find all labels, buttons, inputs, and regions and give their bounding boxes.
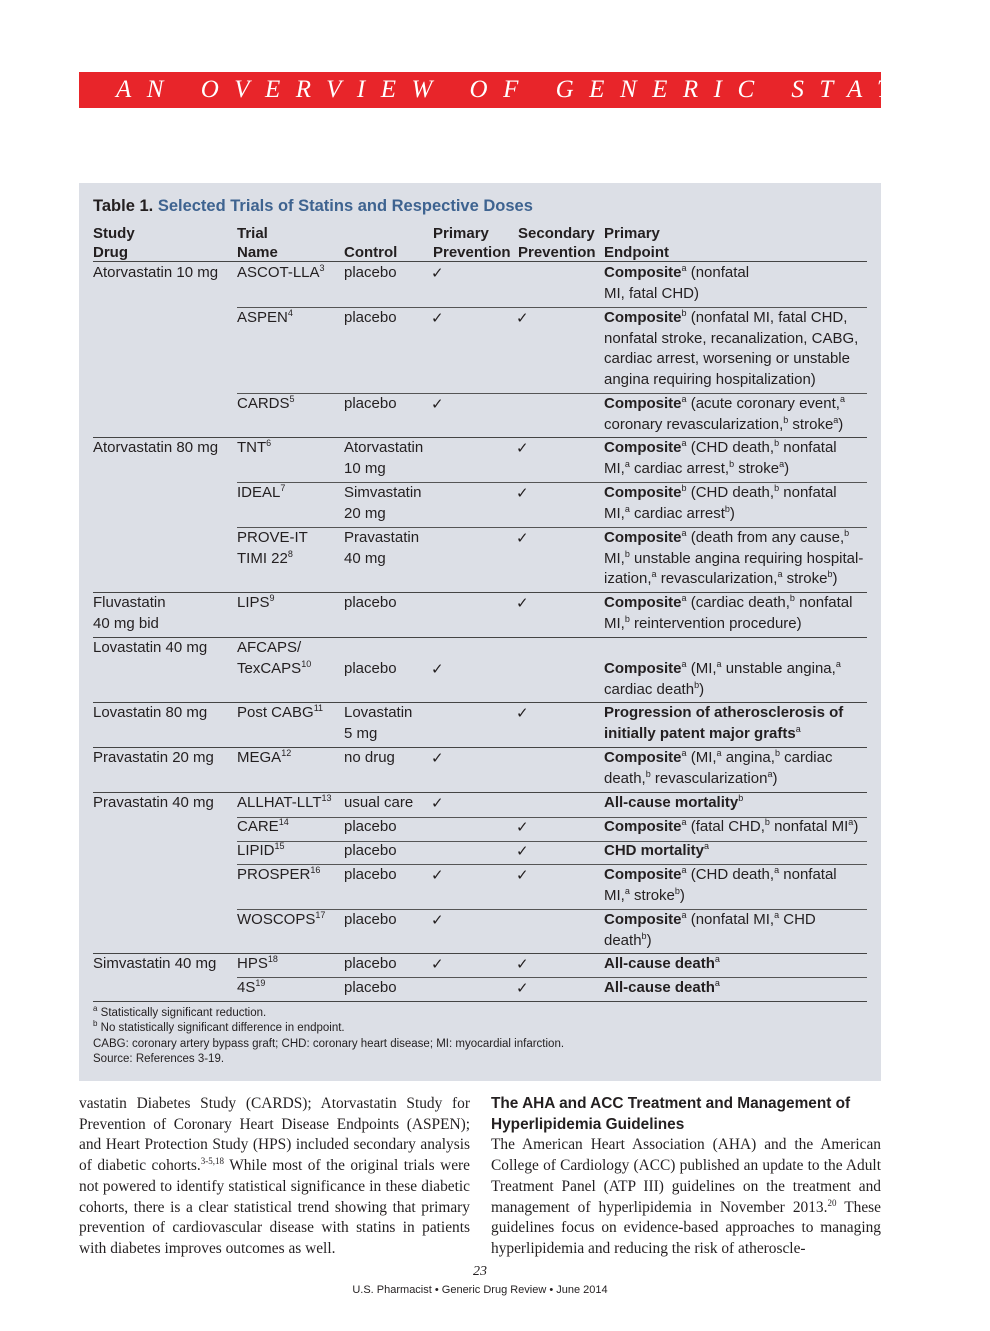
trial-tnt: TNT$^6$ — [237, 438, 272, 456]
footnote-a: $^a$ Statistically significant reduction. — [93, 1004, 267, 1019]
endpoint-woscops: Composite$^a$ (nonfatal MI,$^a$ CHD death$^b$) — [604, 910, 816, 949]
table-label: Table 1. — [93, 197, 154, 215]
check-mark: ✓ — [431, 660, 444, 678]
drug-atorvastatin-80: Atorvastatin 80 mg — [93, 439, 219, 456]
header-primary-prevention: Primary Prevention — [433, 225, 511, 261]
endpoint-allhat: All-cause mortality$^b$ — [604, 793, 744, 811]
check-mark: ✓ — [516, 955, 529, 973]
drug-fluvastatin: Fluvastatin 40 mg bid — [93, 594, 166, 632]
endpoint-hps: All-cause death$^a$ — [604, 954, 720, 972]
control-allhat: usual care — [344, 794, 414, 811]
drug-simvastatin-40: Simvastatin 40 mg — [93, 955, 217, 972]
header-rule — [93, 261, 867, 262]
footnote-abbreviations: CABG: coronary artery bypass graft; CHD: coronary heart disease; MI: myocardial infarction. — [93, 1038, 565, 1050]
endpoint-lipid: CHD mortality$^a$ — [604, 841, 710, 859]
trial-hps: HPS$^{18}$ — [237, 954, 278, 972]
check-mark: ✓ — [431, 866, 444, 884]
table-title — [93, 197, 533, 216]
control-lips: placebo — [344, 594, 397, 611]
check-mark: ✓ — [431, 264, 444, 282]
trial-ideal: IDEAL$^7$ — [237, 483, 286, 501]
check-mark: ✓ — [431, 395, 444, 413]
trial-afcaps: AFCAPS/ TexCAPS$^{10}$ — [237, 639, 312, 677]
header-secondary-prevention: Secondary Prevention — [518, 225, 596, 261]
control-prove-it: Pravastatin 40 mg — [344, 529, 420, 567]
header-trial-name: Trial Name — [237, 225, 278, 261]
endpoint-prosper: Composite$^a$ (CHD death,$^a$ nonfatal MI,$^a$ stroke$^b$) — [604, 865, 837, 904]
check-mark: ✓ — [516, 594, 529, 612]
trial-cards: CARDS$^5$ — [237, 394, 295, 412]
endpoint-prove-it: Composite$^a$ (death from any cause,$^b$ MI,$^b$ unstable angina requiring hospital- ization,$^a$ revascularization,$^a$ stroke$^b$) — [604, 528, 864, 587]
trial-woscops: WOSCOPS$^{17}$ — [237, 910, 326, 928]
check-mark: ✓ — [516, 309, 529, 327]
control-aspen: placebo — [344, 309, 397, 326]
trial-lipid: LIPID$^{15}$ — [237, 841, 285, 859]
check-mark: ✓ — [516, 842, 529, 860]
check-mark: ✓ — [431, 749, 444, 767]
endpoint-post-cabg: Progression of atherosclerosis of initially patent major grafts$^a$ — [604, 704, 844, 742]
control-ascot: placebo — [344, 264, 397, 281]
control-care: placebo — [344, 818, 397, 835]
table-caption: Selected Trials of Statins and Respective Doses — [157, 197, 533, 215]
control-afcaps: placebo — [344, 660, 397, 677]
publication-footer: U.S. Pharmacist • Generic Drug Review • June 2014 — [352, 1284, 608, 1296]
control-post-cabg: Lovastatin 5 mg — [344, 704, 413, 742]
section-banner: AN OVERVIEW OF GENERIC STATINS — [79, 72, 881, 108]
check-mark: ✓ — [516, 484, 529, 502]
endpoint-cards: Composite$^a$ (acute coronary event,$^a$ coronary revascularization,$^b$ stroke$^a$) — [604, 394, 845, 433]
trial-mega: MEGA$^{12}$ — [237, 748, 292, 766]
trial-prosper: PROSPER$^{16}$ — [237, 865, 321, 883]
check-mark: ✓ — [516, 818, 529, 836]
drug-pravastatin-40: Pravastatin 40 mg — [93, 794, 214, 811]
endpoint-ascot: Composite$^a$ (nonfatal MI, fatal CHD) — [604, 263, 750, 302]
control-tnt: Atorvastatin 10 mg — [344, 439, 424, 477]
section-heading: The AHA and ACC Treatment and Management of Hyperlipidemia Guidelines — [491, 1095, 851, 1133]
control-lipid: placebo — [344, 842, 397, 859]
check-mark: ✓ — [516, 439, 529, 457]
endpoint-aspen: Composite$^b$ (nonfatal MI, fatal CHD, nonfatal stroke, recanalization, CABG, cardiac arrest, worsening or unstable angina requiring hospitalization) — [604, 308, 859, 388]
control-4s: placebo — [344, 979, 397, 996]
group-rule — [93, 792, 867, 793]
endpoint-4s: All-cause death$^a$ — [604, 978, 720, 996]
table-bottom-rule — [93, 1001, 867, 1002]
trial-4s: $4S^{19}$ — [237, 978, 266, 996]
trial-allhat: ALLHAT-LLT$^{13}$ — [237, 793, 332, 811]
trial-prove-it: PROVE-IT TIMI $22^8$ — [237, 529, 308, 567]
check-mark: ✓ — [516, 866, 529, 884]
row-rule — [237, 977, 867, 978]
row-rule — [237, 841, 867, 842]
endpoint-care: Composite$^a$ (fatal CHD,$^b$ nonfatal $MI^a$) — [604, 817, 859, 835]
trial-ascot: ASCOT-LLA$^3$ — [237, 263, 325, 281]
control-hps: placebo — [344, 955, 397, 972]
control-mega: no drug — [344, 749, 395, 766]
left-column-text: vastatin Diabetes Study (CARDS); Atorvastatin Study for Prevention of Coronary Heart Disease Endpoints (ASPEN); and Heart Protection Study (HPS) included secondary analysis of diabetic cohorts.$^{3-5,18}$ While most of the original trials were not powered to identify statistical significance in these diabetic cohorts, there is a clear statistical trend showing that primary prevention of cardiovascular disease with statins in patients with diabetes improves outcomes as well. — [79, 1095, 470, 1257]
header-primary-endpoint: Primary Endpoint — [604, 225, 669, 261]
check-mark: ✓ — [431, 911, 444, 929]
trial-aspen: ASPEN$^4$ — [237, 308, 293, 326]
control-woscops: placebo — [344, 911, 397, 928]
group-rule — [93, 953, 867, 954]
trial-care: CARE$^{14}$ — [237, 817, 289, 835]
control-prosper: placebo — [344, 866, 397, 883]
drug-atorvastatin-10: Atorvastatin 10 mg — [93, 264, 219, 281]
trial-post-cabg: Post CABG$^{11}$ — [237, 703, 324, 721]
control-ideal: Simvastatin 20 mg — [344, 484, 422, 522]
drug-lovastatin-40: Lovastatin 40 mg — [93, 639, 208, 656]
drug-lovastatin-80: Lovastatin 80 mg — [93, 704, 208, 721]
check-mark: ✓ — [516, 979, 529, 997]
drug-pravastatin-20: Pravastatin 20 mg — [93, 749, 214, 766]
footnote-b: $^b$ No statistically significant difference in endpoint. — [93, 1019, 345, 1034]
endpoint-tnt: Composite$^a$ (CHD death,$^b$ nonfatal MI,$^a$ cardiac arrest,$^b$ stroke$^a$) — [604, 438, 837, 477]
endpoint-ideal: Composite$^b$ (CHD death,$^b$ nonfatal MI,$^a$ cardiac arrest$^b$) — [604, 483, 837, 522]
group-rule — [93, 637, 867, 638]
trial-lips: LIPS$^9$ — [237, 593, 275, 611]
header-study-drug: Study Drug — [93, 225, 135, 261]
statin-trials-table — [79, 183, 881, 1081]
control-cards: placebo — [344, 395, 397, 412]
header-control: Control — [344, 244, 398, 261]
check-mark: ✓ — [516, 704, 529, 722]
check-mark: ✓ — [431, 794, 444, 812]
page-number: 23 — [473, 1264, 487, 1279]
right-column-text — [491, 1094, 881, 1260]
section-body: The American Heart Association (AHA) and the American College of Cardiology (ACC) published an update to the Adult Treatment Panel (ATP III) guidelines on the treatment and management of hyperlipidemia in November 2013.20 These guidelines focus on evidence-based approaches to managing hyperlipidemia and reducing the risk of atheroscle- — [491, 1136, 881, 1257]
endpoint-lips: Composite$^a$ (cardiac death,$^b$ nonfatal MI,$^b$ reintervention procedure) — [604, 593, 853, 632]
endpoint-mega: Composite$^a$ (MI,$^a$ angina,$^b$ cardiac death,$^b$ revascularization$^a$) — [604, 748, 833, 787]
endpoint-afcaps: Composite$^a$ (MI,$^a$ unstable angina,$^a$ cardiac death$^b$) — [604, 659, 841, 698]
check-mark: ✓ — [431, 309, 444, 327]
footnote-source: Source: References 3-19. — [93, 1053, 225, 1065]
check-mark: ✓ — [516, 529, 529, 547]
check-mark: ✓ — [431, 955, 444, 973]
